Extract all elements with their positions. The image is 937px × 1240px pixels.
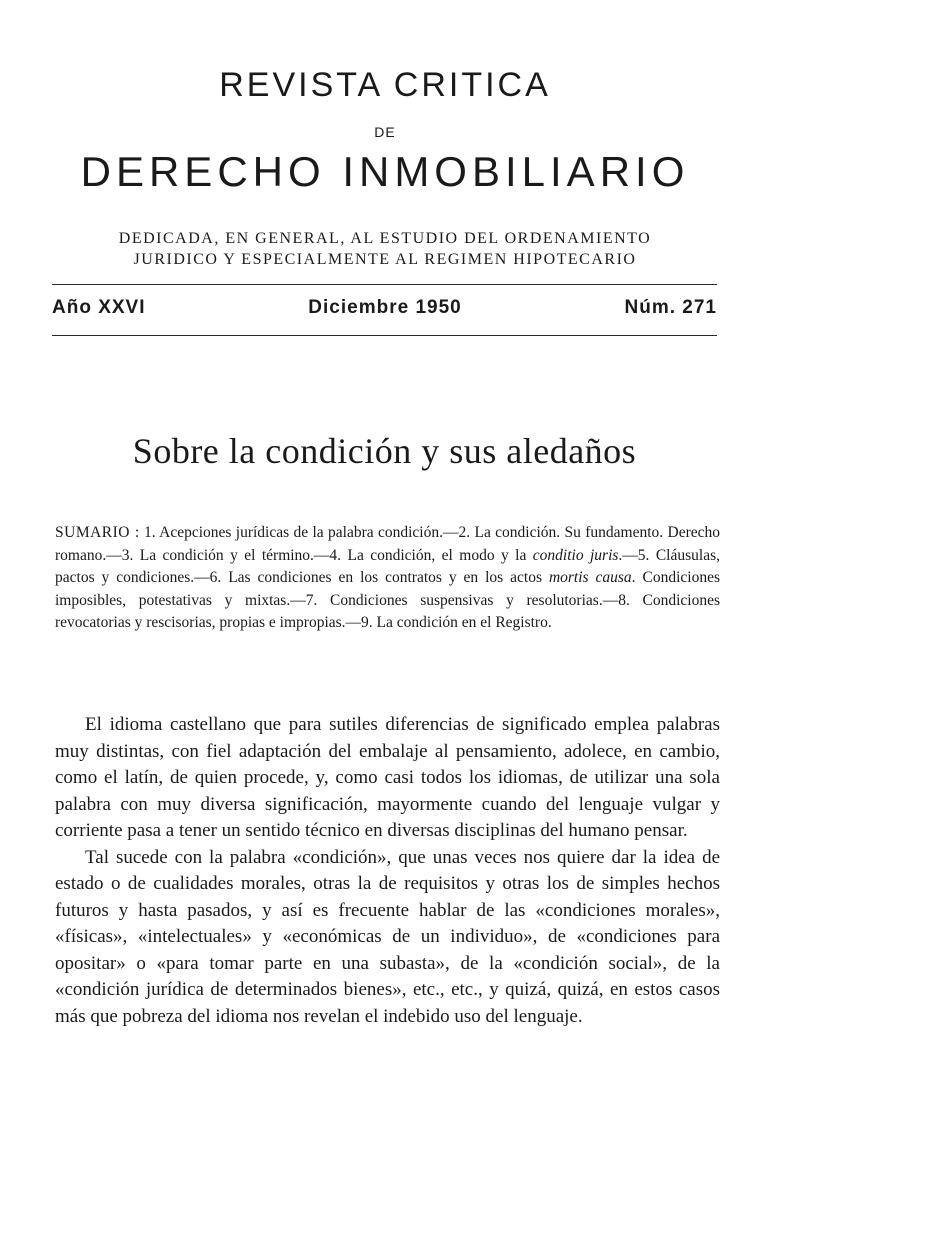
top-divider bbox=[52, 284, 717, 285]
summary-italic-1: conditio juris bbox=[532, 546, 619, 564]
summary-text-3: . Condiciones imposibles, potestativas y mixtas.—7. Condiciones suspensivas y resolutorias.—8. Condiciones revocatorias y rescisorias, propias e impropias.—9. La condición en el Registro. bbox=[55, 569, 720, 631]
summary-text-1: 1. Acepciones jurídicas de la palabra condición.—2. La condición. Su fundamento. Derecho romano.—3. La condición y el término.—4. La condición, el modo y la bbox=[55, 524, 721, 564]
bottom-divider bbox=[52, 335, 717, 336]
article-title: Sobre la condición y sus aledaños bbox=[132, 431, 637, 471]
journal-name: REVISTA CRITICA bbox=[219, 66, 551, 104]
journal-title: DERECHO INMOBILIARIO bbox=[80, 148, 690, 195]
article-body bbox=[55, 712, 720, 1030]
journal-de: DE bbox=[374, 124, 396, 140]
article-summary bbox=[55, 522, 720, 635]
dedication-line-1: DEDICADA, EN GENERAL, AL ESTUDIO DEL ORDENAMIENTO bbox=[118, 230, 652, 247]
issue-number: Núm. 271 bbox=[624, 297, 717, 318]
dedication-line-2: JURIDICO Y ESPECIALMENTE AL REGIMEN HIPOTECARIO bbox=[133, 251, 637, 268]
summary-text-2: .—5. Cláusulas, pactos y condiciones.—6. Las condiciones en los contratos y en los actos bbox=[55, 546, 720, 586]
issue-date: Diciembre 1950 bbox=[308, 297, 462, 318]
summary-italic-2: mortis causa bbox=[548, 569, 632, 586]
summary-label: SUMARIO : bbox=[55, 524, 140, 541]
issue-line bbox=[52, 297, 717, 319]
body-paragraph-1: El idioma castellano que para sutiles diferencias de significado emplea palabras muy distintas, con fiel adaptación del embalaje al pensamiento, adolece, en cambio, como el latín, de quien procede, y, como casi todos los idiomas, de utilizar una sola palabra con muy diversa significación, mayormente cuando del lenguaje vulgar y corriente pasa a tener un sentido técnico en diversas disciplinas del humano pensar. bbox=[55, 714, 720, 841]
issue-year: Año XXVI bbox=[52, 297, 146, 318]
body-paragraph-2: Tal sucede con la palabra «condición», que unas veces nos quiere dar la idea de estado o de cualidades morales, otras la de requisitos y otras los de simples hechos futuros y hasta pasados, y así es frecuente hablar de las «condiciones morales», «físicas», «intelectuales» y «económicas de un individuo», de «condiciones para opositar» o «para tomar parte en una subasta», de la «condición social», de la «condición jurídica de determinados bienes», etc., etc., y quizá, quizá, en estos casos más que pobreza del idioma nos revelan el indebido uso del lenguaje. bbox=[55, 846, 720, 1027]
journal-dedication bbox=[50, 228, 720, 270]
